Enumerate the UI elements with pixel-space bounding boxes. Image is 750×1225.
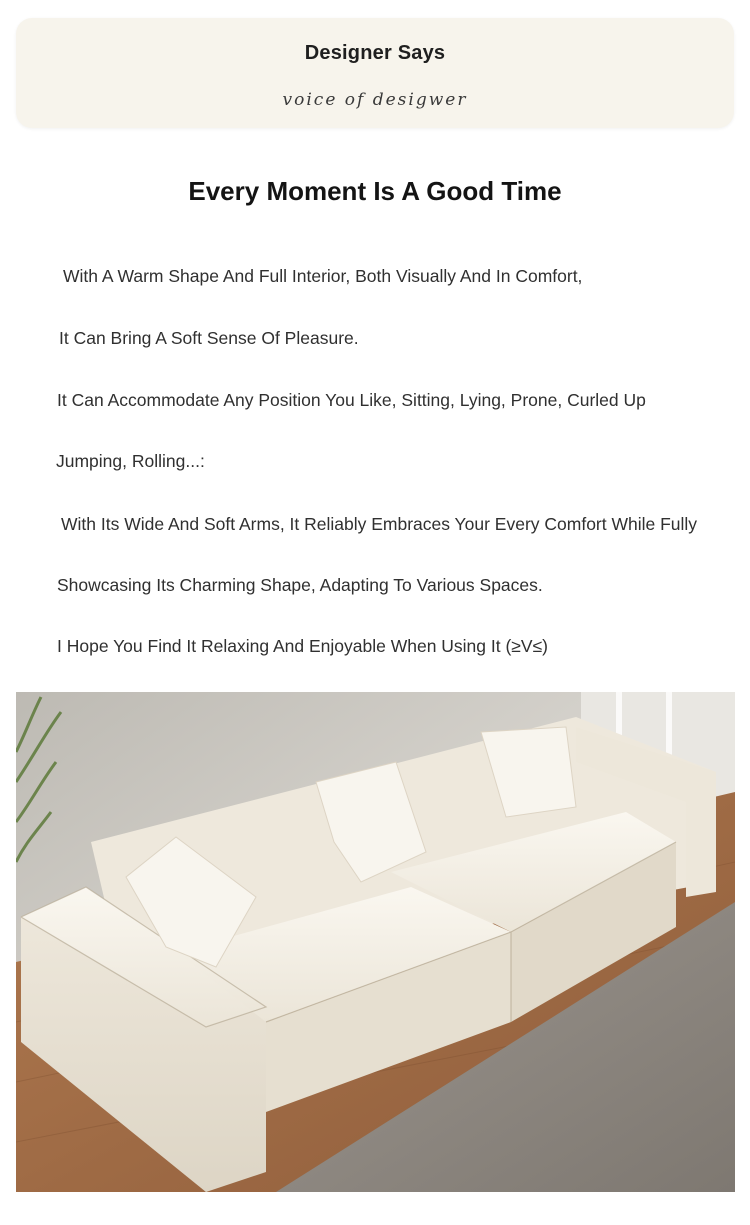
- main-heading: Every Moment Is A Good Time: [188, 176, 562, 206]
- paragraph-line: Showcasing Its Charming Shape, Adapting To Various Spaces.: [57, 575, 543, 595]
- paragraph-line: With A Warm Shape And Full Interior, Both Visually And In Comfort,: [63, 266, 583, 286]
- designer-says-card: [16, 18, 734, 128]
- paragraph-line: It Can Bring A Soft Sense Of Pleasure.: [59, 328, 359, 348]
- paragraph-line: It Can Accommodate Any Position You Like, Sitting, Lying, Prone, Curled Up: [57, 390, 646, 410]
- card-subtitle: voice of desigwer: [282, 90, 468, 110]
- card-title: Designer Says: [304, 42, 446, 64]
- paragraph-line: I Hope You Find It Relaxing And Enjoyable When Using It (≥V≤): [57, 636, 549, 656]
- sofa-photo: [16, 692, 735, 1192]
- paragraph-line: Jumping, Rolling...:: [56, 451, 205, 471]
- paragraph-line: With Its Wide And Soft Arms, It Reliably Embraces Your Every Comfort While Fully: [61, 514, 698, 534]
